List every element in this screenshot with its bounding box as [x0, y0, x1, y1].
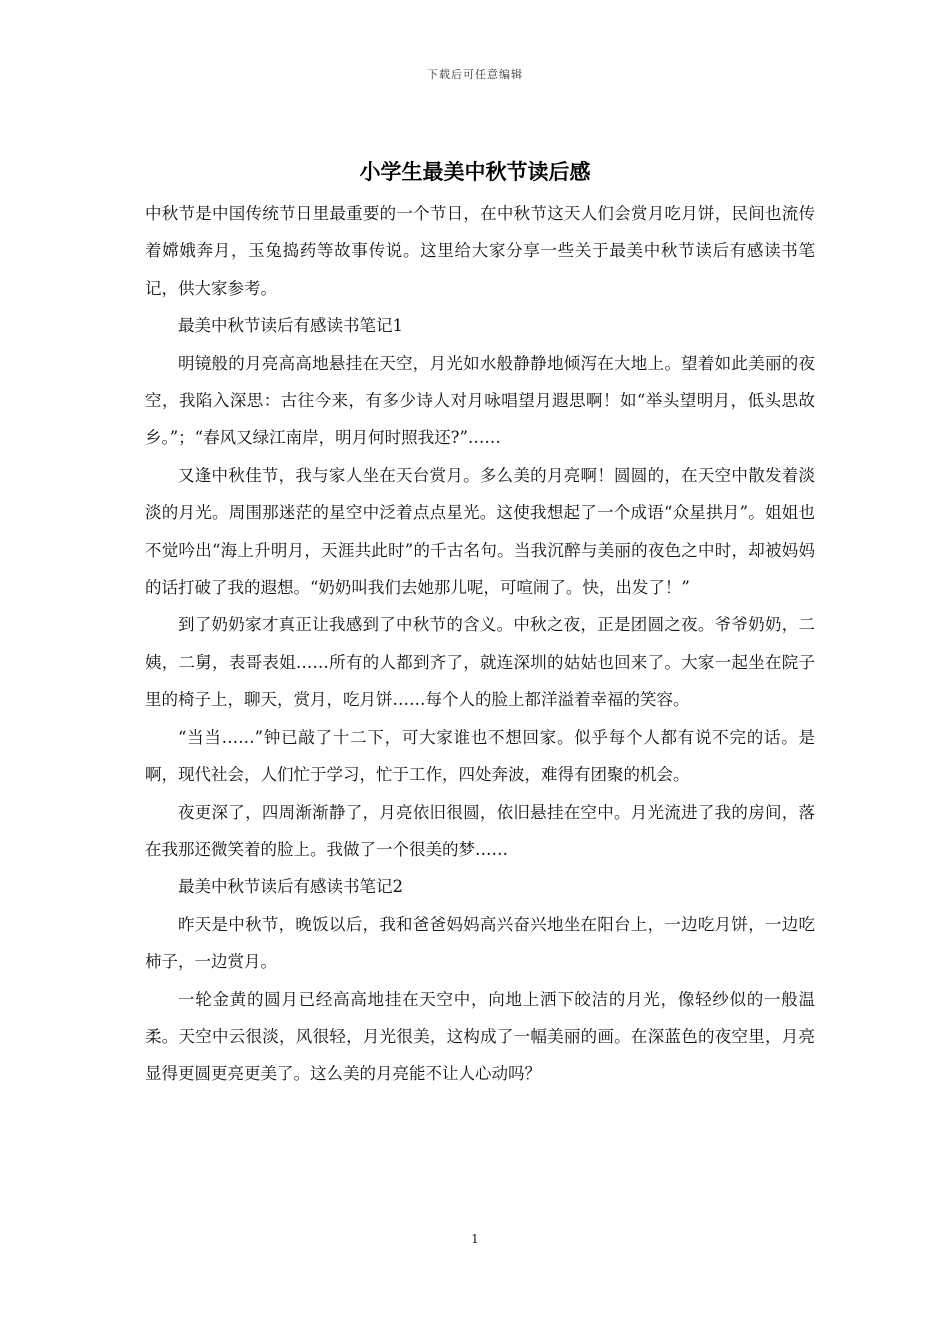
- intro-paragraph: 中秋节是中国传统节日里最重要的一个节日，在中秋节这天人们会赏月吃月饼，民间也流传着嫦娥奔月，玉兔捣药等故事传说。这里给大家分享一些关于最美中秋节读后有感读书笔记，供大家参考。: [145, 204, 815, 298]
- paragraph: “当当……”钟已敲了十二下，可大家谁也不想回家。似乎每个人都有说不完的话。是啊，现代社会，人们忙于学习，忙于工作，四处奔波，难得有团聚的机会。: [145, 727, 815, 785]
- page-number: 1: [471, 1232, 479, 1246]
- paragraph: 一轮金黄的圆月已经高高地挂在天空中，向地上洒下皎洁的月光，像轻纱似的一般温柔。天空中云很淡，风很轻，月光很美，这构成了一幅美丽的画。在深蓝色的夜空里，月亮显得更圆更亮更美了。这么美的月亮能不让人心动吗？: [145, 989, 815, 1084]
- paragraph: 到了奶奶家才真正让我感到了中秋节的含义。中秋之夜，正是团圆之夜。爷爷奶奶，二姨，二舅，表哥表姐……所有的人都到齐了，就连深圳的姑姑也回来了。大家一起坐在院子里的椅子上，聊天，赏月，吃月饼……每个人的脸上都洋溢着幸福的笑容。: [145, 615, 815, 710]
- document-body: [145, 195, 815, 1093]
- paragraph: 夜更深了，四周渐渐静了，月亮依旧很圆，依旧悬挂在空中。月光流进了我的房间，落在我那还微笑着的脸上。我做了一个很美的梦……: [145, 802, 815, 859]
- header-note: 下载后可任意编辑: [427, 68, 523, 81]
- paragraph: 明镜般的月亮高高地悬挂在天空，月光如水般静静地倾泻在大地上。望着如此美丽的夜空，我陷入深思：古往今来，有多少诗人对月咏唱望月遐思啊！如“举头望明月，低头思故乡。”；“春风又绿江南岸，明月何时照我还?”……: [145, 353, 815, 448]
- document-title: 小学生最美中秋节读后感: [359, 159, 591, 184]
- section-heading-1: 最美中秋节读后有感读书笔记1: [178, 316, 403, 336]
- paragraph: 昨天是中秋节，晚饭以后，我和爸爸妈妈高兴奋兴地坐在阳台上，一边吃月饼，一边吃柿子，一边赏月。: [145, 914, 815, 972]
- paragraph: 又逢中秋佳节，我与家人坐在天台赏月。多么美的月亮啊！圆圆的，在天空中散发着淡淡的月光。周围那迷茫的星空中泛着点点星光。这使我想起了一个成语“众星拱月”。姐姐也不觉吟出“海上升明月，天涯共此时”的千古名句。当我沉醉与美丽的夜色之中时，却被妈妈的话打破了我的遐想。“奶奶叫我们去她那儿呢，可喧闹了。快，出发了！”: [145, 465, 815, 598]
- section-heading-2: 最美中秋节读后有感读书笔记2: [178, 877, 403, 897]
